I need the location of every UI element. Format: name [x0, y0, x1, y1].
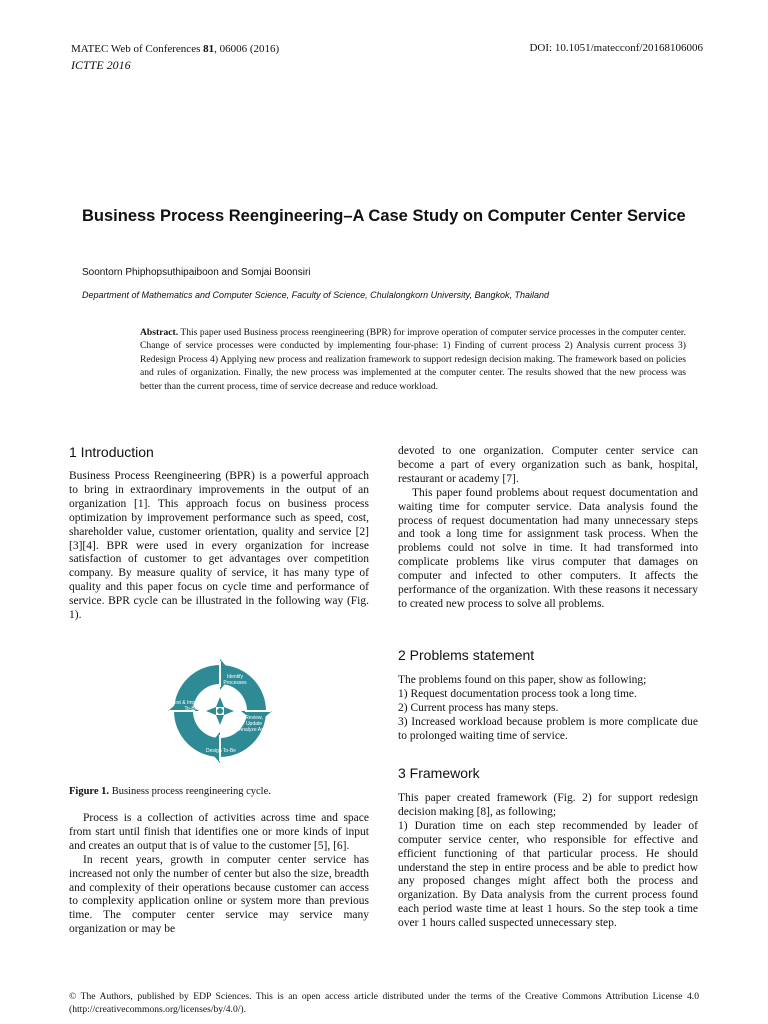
authors: Soontorn Phiphopsuthipaiboon and Somjai Boonsiri — [82, 267, 311, 278]
abstract-label: Abstract. — [140, 327, 179, 338]
problem-item-3: 3) Increased workload because problem is more complicate due to prolonged waiting time of service. — [398, 715, 698, 742]
problem-item-1: 1) Request documentation process took a long time. — [398, 687, 637, 700]
figure-caption-text: Business process reengineering cycle. — [109, 786, 271, 797]
figure-caption — [69, 786, 271, 797]
problems-body — [398, 674, 698, 744]
label-test-2: To-Be — [184, 706, 198, 712]
intro-p5: This paper found problems about request documentation and waiting time for computer service. Data analysis found the process of request documentation had many unnecessary steps and took a long time for assignment task process. When the problems could not solve in time. It had transformed into complicate problems like virus computer that damages on computer and infected to other computers. It affects the performance of the organization. With these reasons it necessary to created new process to solve all problems. — [398, 486, 698, 610]
section-heading-introduction: 1 Introduction — [69, 444, 154, 460]
journal-name: MATEC Web of Conferences — [71, 43, 201, 55]
abstract — [140, 326, 686, 393]
conference-name: ICTTE 2016 — [71, 58, 131, 72]
abstract-text: This paper used Business process reengineering (BPR) for improve operation of computer service processes in the computer center. Change of service processes were conducted by implementing four-phase: 1) Finding of current process 2) Analysis current process 3) Redesign Process 4) Applying new process and realization framework to support redesign decision making. The framework based on policies and rules of organization. Finally, the new process was implemented at the computer center. The results showed that the new process was better than the current process, time of service decrease and reduce workload. — [140, 327, 686, 392]
intro-right-column — [398, 445, 698, 612]
section-heading-problems: 2 Problems statement — [398, 647, 535, 663]
article-number: , 06006 (2016) — [214, 43, 280, 55]
label-review-3: Analyze As-Is — [238, 727, 270, 733]
license-footer: © The Authors, published by EDP Sciences. This is an open access article distributed under the terms of the Creative Commons Attribution License 4.0 (http://creativecommons.org/licenses/by/4.0/). — [69, 991, 699, 1015]
problem-item-2: 2) Current process has many steps. — [398, 701, 559, 714]
journal-volume: 81 — [203, 43, 215, 55]
label-identify-1: Identify — [226, 674, 244, 680]
label-identify-2: Processes — [223, 680, 247, 686]
label-test-1: Test & Implement — [171, 700, 211, 706]
intro-paragraph-1 — [69, 470, 369, 623]
problems-intro: The problems found on this paper, show as following; — [398, 674, 647, 686]
framework-p1: This paper created framework (Fig. 2) for support redesign decision making [8], as following; — [398, 792, 698, 818]
intro-p3: In recent years, growth in computer center service has increased not only the number of center but also the size, breadth and complexity of their operations because customer can access to complexity application online or system more than previous time. The computer center service may service many organization or may be — [69, 853, 369, 936]
intro-p1: Business Process Reengineering (BPR) is a powerful approach to bring in extraordinary improvements in the output of an organization [1]. This approach focus on business process optimization by improvement performance such as speed, cost, shareholder value, customer orientation, quality and service [2][3][4]. BPR were used in every organization for increase satisfaction of customer to get advantages over competition company. By measure quality of service, it has many type of quality and this paper focus on cycle time and performance of service. BPR cycle can be illustrated in the following way (Fig. 1). — [69, 470, 369, 622]
intro-p4: devoted to one organization. Computer center service can become a part of every organization such as bank, hospital, restaurant or academy [7]. — [398, 445, 698, 485]
figure-caption-label: Figure 1. — [69, 786, 110, 797]
bpr-cycle-diagram — [135, 657, 305, 765]
section-heading-framework: 3 Framework — [398, 765, 480, 781]
intro-p2: Process is a collection of activities across time and space from start until finish that identifies one or more kinds of input and creates an output that is of value to the customer [5], [6]. — [69, 812, 369, 852]
framework-p2: 1) Duration time on each step recommended by leader of computer service center, who responsible for effective and efficient functioning of that particular process. He should understand the step in entire process and be able to predict how any proposed changes might affect both the process and organization. By Data analysis from the current process found each period waste time at least 1 hours. So the step took a time over 1 hours called suspected unnecessary step. — [398, 819, 698, 930]
doi: DOI: 10.1051/matecconf/20168106006 — [529, 42, 703, 54]
label-review-1: Review, — [245, 715, 263, 721]
framework-body — [398, 792, 698, 931]
journal-header — [71, 42, 279, 56]
label-design: Design To-Be — [206, 748, 236, 754]
paper-title: Business Process Reengineering–A Case Study on Computer Center Service — [82, 207, 686, 225]
bpr-cycle-figure — [135, 657, 305, 765]
affiliation: Department of Mathematics and Computer Science, Faculty of Science, Chulalongkorn University, Bangkok, Thailand — [82, 290, 550, 300]
label-review-2: Update — [245, 721, 263, 727]
intro-paragraphs-continued — [69, 812, 369, 937]
